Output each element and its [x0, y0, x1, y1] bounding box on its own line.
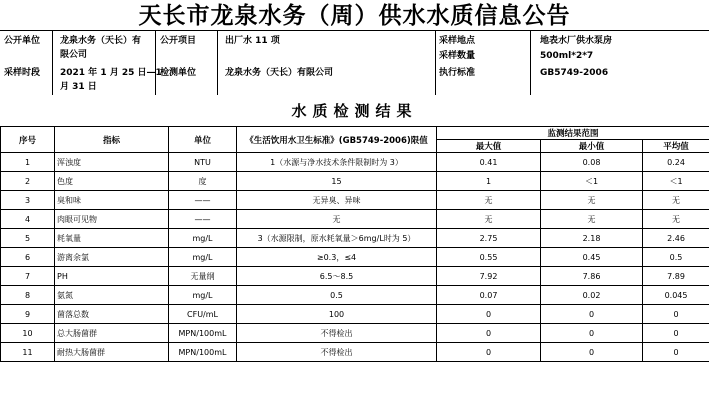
- cell-no: 11: [1, 343, 55, 362]
- cell-no: 7: [1, 267, 55, 286]
- cell-unit: ——: [169, 191, 237, 210]
- cell-unit: 无量纲: [169, 267, 237, 286]
- cell-indicator: 臭和味: [55, 191, 169, 210]
- cell-limit: 100: [237, 305, 437, 324]
- project-value: 出厂水 11 项: [225, 36, 280, 46]
- cell-indicator: 游离余氯: [55, 248, 169, 267]
- col-header-indicator: 指标: [55, 127, 169, 153]
- cell-indicator: 总大肠菌群: [55, 324, 169, 343]
- cell-indicator: 耐热大肠菌群: [55, 343, 169, 362]
- cell-max: 0: [437, 305, 541, 324]
- sample-period-value: 2021 年 1 月 25 日—1: [60, 68, 162, 78]
- table-row: [1, 305, 709, 324]
- col-header-min: 最小值: [541, 140, 643, 153]
- cell-avg: 0: [643, 343, 709, 362]
- cell-min: 0.02: [541, 286, 643, 305]
- cell-limit: 无异臭、异味: [237, 191, 437, 210]
- cell-unit: mg/L: [169, 286, 237, 305]
- cell-avg: 0.24: [643, 153, 709, 172]
- table-row: [1, 172, 709, 191]
- cell-no: 10: [1, 324, 55, 343]
- cell-unit: mg/L: [169, 248, 237, 267]
- cell-avg: 7.89: [643, 267, 709, 286]
- cell-indicator: PH: [55, 267, 169, 286]
- cell-min: 0: [541, 343, 643, 362]
- results-table: [0, 126, 709, 362]
- cell-unit: MPN/100mL: [169, 324, 237, 343]
- cell-no: 1: [1, 153, 55, 172]
- section-title: 水质检测结果: [291, 102, 418, 120]
- cell-unit: MPN/100mL: [169, 343, 237, 362]
- publisher-label: 公开单位: [4, 36, 41, 46]
- cell-limit: 3（水源限制，原水耗氧量＞6mg/L时为 5）: [237, 229, 437, 248]
- cell-min: 0: [541, 305, 643, 324]
- cell-avg: 0: [643, 324, 709, 343]
- publisher-value: 龙泉水务（天长）有: [60, 36, 142, 46]
- sample-period-value-cont: 月 31 日: [60, 82, 97, 92]
- table-row: [1, 153, 709, 172]
- col-header-no: 序号: [1, 127, 55, 153]
- table-row: [1, 191, 709, 210]
- col-header-max: 最大值: [437, 140, 541, 153]
- cell-max: 1: [437, 172, 541, 191]
- cell-no: 3: [1, 191, 55, 210]
- sample-qty-label: 采样数量: [439, 51, 476, 61]
- test-unit-label: 检测单位: [160, 68, 197, 78]
- page-title: 天长市龙泉水务（周）供水水质信息公告: [138, 2, 571, 29]
- cell-unit: CFU/mL: [169, 305, 237, 324]
- cell-indicator: 肉眼可见物: [55, 210, 169, 229]
- cell-limit: 15: [237, 172, 437, 191]
- cell-indicator: 氨氮: [55, 286, 169, 305]
- cell-max: 7.92: [437, 267, 541, 286]
- cell-min: 0.08: [541, 153, 643, 172]
- cell-unit: NTU: [169, 153, 237, 172]
- sample-period-label: 采样时段: [4, 68, 41, 78]
- standard-value: GB5749-2006: [540, 68, 609, 78]
- cell-max: 0.41: [437, 153, 541, 172]
- cell-indicator: 色度: [55, 172, 169, 191]
- info-block: [0, 30, 709, 95]
- cell-max: 0.07: [437, 286, 541, 305]
- cell-unit: 度: [169, 172, 237, 191]
- cell-avg: 0.045: [643, 286, 709, 305]
- cell-no: 4: [1, 210, 55, 229]
- cell-max: 2.75: [437, 229, 541, 248]
- divider: [217, 31, 218, 95]
- cell-min: 7.86: [541, 267, 643, 286]
- cell-avg: ＜1: [643, 172, 709, 191]
- cell-no: 2: [1, 172, 55, 191]
- cell-min: 无: [541, 210, 643, 229]
- cell-indicator: 耗氧量: [55, 229, 169, 248]
- col-header-unit: 单位: [169, 127, 237, 153]
- cell-avg: 无: [643, 210, 709, 229]
- col-header-limit: 《生活饮用水卫生标准》(GB5749-2006)限值: [237, 127, 437, 153]
- cell-no: 8: [1, 286, 55, 305]
- divider: [435, 31, 436, 95]
- sample-place-label: 采样地点: [439, 36, 476, 46]
- cell-avg: 2.46: [643, 229, 709, 248]
- cell-max: 0: [437, 324, 541, 343]
- cell-limit: ≥0.3，≤4: [237, 248, 437, 267]
- table-row: [1, 248, 709, 267]
- table-row: [1, 324, 709, 343]
- cell-limit: 6.5～8.5: [237, 267, 437, 286]
- cell-unit: mg/L: [169, 229, 237, 248]
- cell-indicator: 浑浊度: [55, 153, 169, 172]
- col-header-avg: 平均值: [643, 140, 709, 153]
- table-row: [1, 229, 709, 248]
- divider: [52, 31, 53, 95]
- divider: [530, 31, 531, 95]
- cell-no: 6: [1, 248, 55, 267]
- sample-place-value: 地表水厂供水泵房: [540, 36, 613, 46]
- cell-avg: 0: [643, 305, 709, 324]
- cell-limit: 1（水源与净水技术条件限制时为 3）: [237, 153, 437, 172]
- test-unit-value: 龙泉水务（天长）有限公司: [225, 68, 334, 78]
- cell-no: 5: [1, 229, 55, 248]
- cell-max: 0.55: [437, 248, 541, 267]
- cell-max: 无: [437, 210, 541, 229]
- table-row: [1, 210, 709, 229]
- cell-limit: 不得检出: [237, 324, 437, 343]
- cell-max: 0: [437, 343, 541, 362]
- standard-label: 执行标准: [439, 68, 476, 78]
- table-row: [1, 267, 709, 286]
- table-row: [1, 286, 709, 305]
- publisher-value-cont: 限公司: [60, 50, 88, 60]
- col-header-range: 监测结果范围: [437, 127, 709, 140]
- cell-max: 无: [437, 191, 541, 210]
- cell-avg: 无: [643, 191, 709, 210]
- sample-qty-value: 500ml*2*7: [540, 51, 594, 61]
- cell-min: ＜1: [541, 172, 643, 191]
- cell-limit: 不得检出: [237, 343, 437, 362]
- table-row: [1, 343, 709, 362]
- cell-indicator: 菌落总数: [55, 305, 169, 324]
- cell-unit: ——: [169, 210, 237, 229]
- cell-min: 2.18: [541, 229, 643, 248]
- cell-min: 无: [541, 191, 643, 210]
- cell-no: 9: [1, 305, 55, 324]
- project-label: 公开项目: [160, 36, 197, 46]
- cell-limit: 无: [237, 210, 437, 229]
- cell-avg: 0.5: [643, 248, 709, 267]
- cell-limit: 0.5: [237, 286, 437, 305]
- divider: [155, 31, 156, 95]
- cell-min: 0: [541, 324, 643, 343]
- cell-min: 0.45: [541, 248, 643, 267]
